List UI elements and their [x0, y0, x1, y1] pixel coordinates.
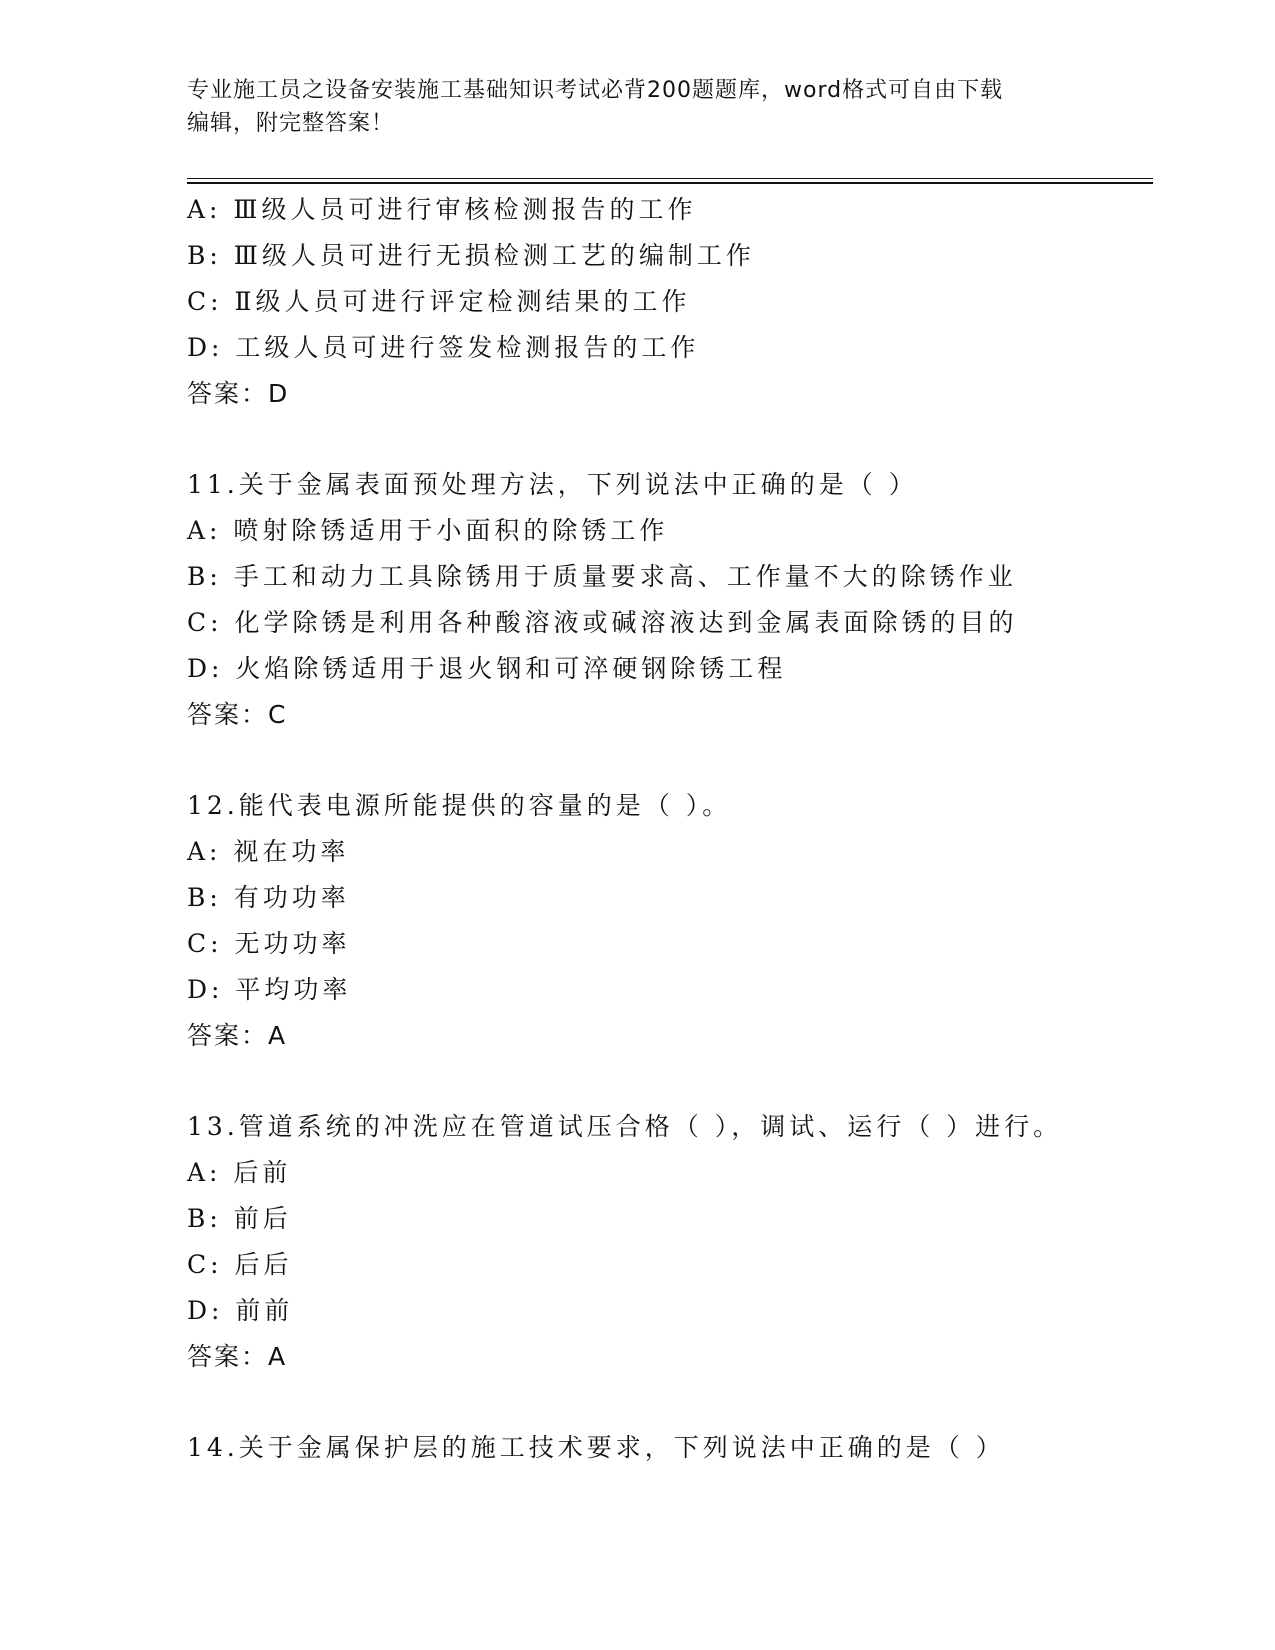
question-block-10 [187, 187, 1147, 417]
option-c: C: 无功功率 [187, 929, 351, 958]
option-d: D: 工级人员可进行签发检测报告的工作 [187, 333, 700, 362]
question-block-13 [187, 1104, 1147, 1380]
spacer [187, 417, 1147, 462]
header-line-2: 编辑，附完整答案！ [187, 111, 395, 136]
question-list [187, 187, 1147, 1471]
option-b: B: 前后 [187, 1204, 292, 1233]
question-block-12 [187, 783, 1147, 1059]
header-line-1: 专业施工员之设备安装施工基础知识考试必背200题题库，word格式可自由下载 [187, 78, 1004, 103]
option-a: A: 后前 [187, 1158, 292, 1187]
header-rule-thick [187, 182, 1153, 184]
question-text: 14.关于金属保护层的施工技术要求，下列说法中正确的是（ ） [187, 1433, 1005, 1462]
answer: 答案：D [187, 379, 290, 408]
question-text: 13.管道系统的冲洗应在管道试压合格（ ），调试、运行（ ）进行。 [187, 1112, 1063, 1141]
option-b: B: Ⅲ级人员可进行无损检测工艺的编制工作 [187, 241, 755, 270]
document-header [187, 74, 1087, 140]
spacer [187, 738, 1147, 783]
option-c: C: 后后 [187, 1250, 293, 1279]
answer: 答案：C [187, 700, 288, 729]
question-block-11 [187, 462, 1147, 738]
answer: 答案：A [187, 1342, 288, 1371]
option-d: D: 前前 [187, 1296, 294, 1325]
option-c: C: 化学除锈是利用各种酸溶液或碱溶液达到金属表面除锈的目的 [187, 608, 1018, 637]
option-d: D: 火焰除锈适用于退火钢和可淬硬钢除锈工程 [187, 654, 787, 683]
option-a: A: 视在功率 [187, 837, 350, 866]
option-a: A: 喷射除锈适用于小面积的除锈工作 [187, 516, 669, 545]
option-b: B: 有功功率 [187, 883, 350, 912]
answer: 答案：A [187, 1021, 288, 1050]
spacer [187, 1059, 1147, 1104]
question-text: 11.关于金属表面预处理方法，下列说法中正确的是（ ） [187, 470, 918, 499]
option-c: C: Ⅱ级人员可进行评定检测结果的工作 [187, 287, 691, 316]
spacer [187, 1380, 1147, 1425]
option-d: D: 平均功率 [187, 975, 352, 1004]
header-rule-thin [187, 178, 1153, 179]
option-b: B: 手工和动力工具除锈用于质量要求高、工作量不大的除锈作业 [187, 562, 1017, 591]
question-block-14 [187, 1425, 1147, 1471]
option-a: A: Ⅲ级人员可进行审核检测报告的工作 [187, 195, 697, 224]
question-text: 12.能代表电源所能提供的容量的是（ ）。 [187, 791, 732, 820]
